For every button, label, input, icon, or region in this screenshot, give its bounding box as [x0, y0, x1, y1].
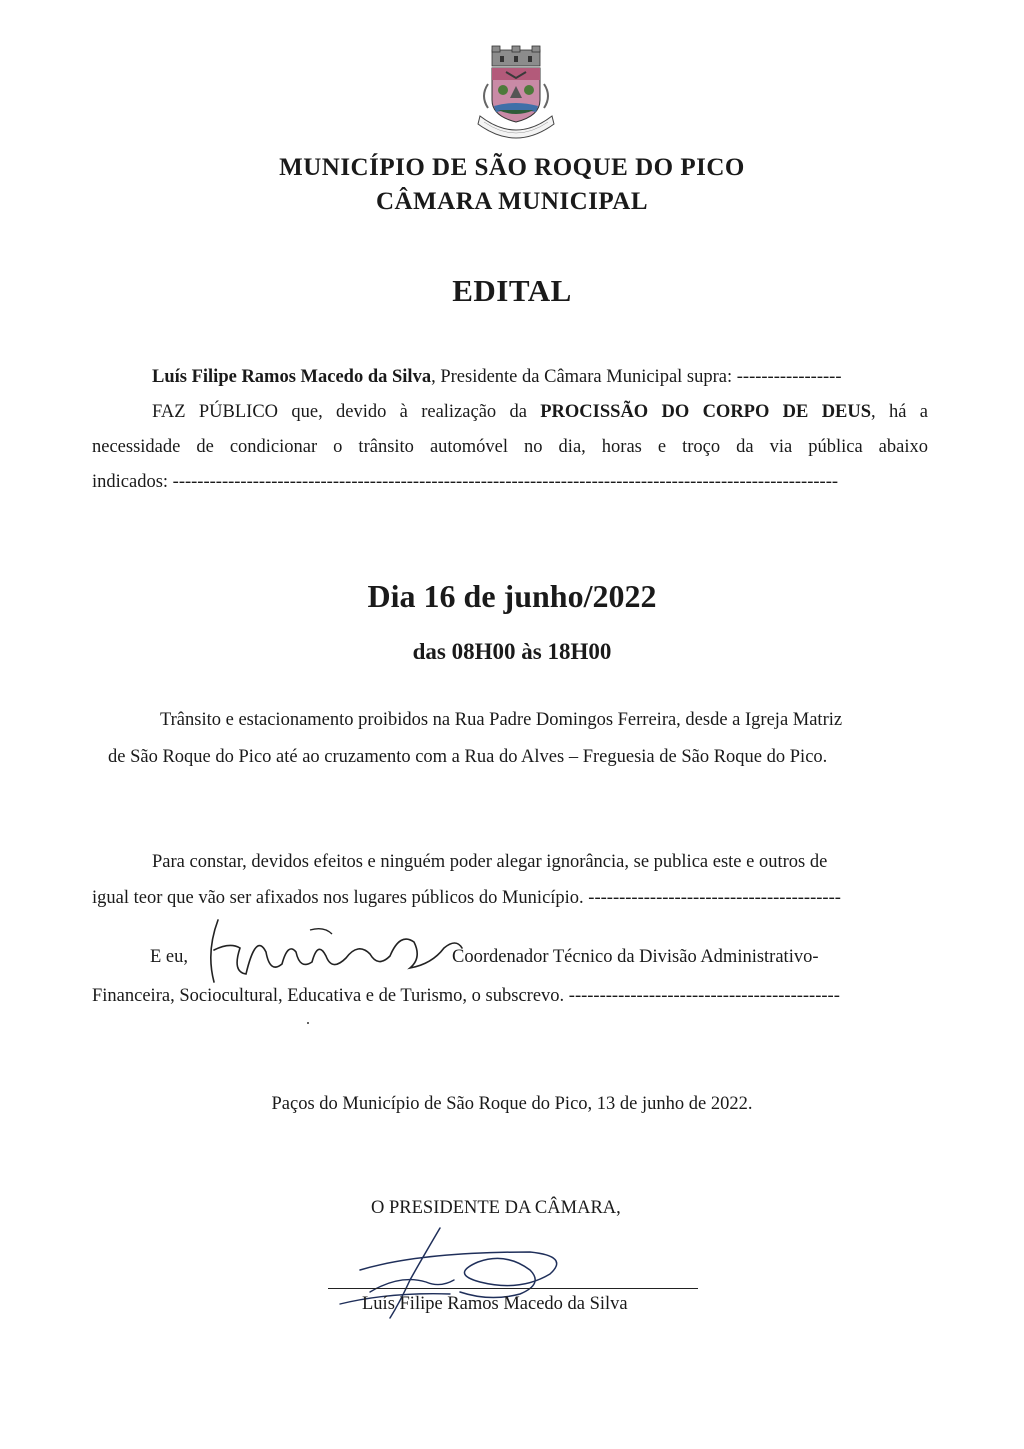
traffic-line-2: de São Roque do Pico até ao cruzamento com a Rua do Alves – Freguesia de São Roque do Pico. — [108, 747, 828, 767]
document-title: EDITAL — [452, 273, 572, 308]
signature-heading: O PRESIDENTE DA CÂMARA, — [371, 1198, 621, 1218]
signer-name: Luís Filipe Ramos Macedo da Silva — [362, 1294, 628, 1314]
closing-line-4: Financeira, Sociocultural, Educativa e de Turismo, o subscrevo. -------------------------------------------- — [92, 986, 840, 1006]
intro-line-3: necessidade de condicionar o trânsito automóvel no dia, horas e troço da via pública abaixo — [92, 437, 928, 457]
closing-line-3: Coordenador Técnico da Divisão Administrativo- — [452, 947, 819, 967]
council-name: CÂMARA MUNICIPAL — [375, 188, 649, 215]
stray-mark — [307, 1022, 309, 1024]
event-date: Dia 16 de junho/2022 — [367, 578, 657, 614]
closing-eu: E eu, — [150, 947, 189, 967]
signature-line — [328, 1288, 698, 1289]
municipality-name: MUNICÍPIO DE SÃO ROQUE DO PICO — [279, 154, 745, 181]
intro-line-4: indicados: ------------------------------------------------------------------------------------------------------------ — [92, 472, 839, 492]
intro-line-1 — [152, 366, 928, 389]
event-name: PROCISSÃO DO CORPO DE DEUS — [540, 402, 872, 422]
coordinator-signature — [200, 912, 470, 992]
announcement-prefix: FAZ PÚBLICO que, devido à realização da — [152, 402, 541, 422]
president-role: , Presidente da Câmara Municipal supra: ----------------- — [431, 367, 842, 387]
announcement-suffix: , há a — [871, 402, 928, 422]
municipal-crest-logo — [470, 44, 562, 146]
president-name: Luís Filipe Ramos Macedo da Silva — [152, 367, 432, 387]
closing-line-1: Para constar, devidos efeitos e ninguém poder alegar ignorância, se publica este e outros de — [152, 852, 828, 872]
event-hours: das 08H00 às 18H00 — [412, 639, 612, 664]
closing-line-2: igual teor que vão ser afixados nos lugares públicos do Município. ----------------------------------------- — [92, 888, 841, 908]
place-and-date: Paços do Município de São Roque do Pico, 13 de junho de 2022. — [271, 1094, 753, 1114]
traffic-line-1: Trânsito e estacionamento proibidos na Rua Padre Domingos Ferreira, desde a Igreja Matriz — [160, 710, 843, 730]
intro-line-2 — [152, 401, 928, 424]
